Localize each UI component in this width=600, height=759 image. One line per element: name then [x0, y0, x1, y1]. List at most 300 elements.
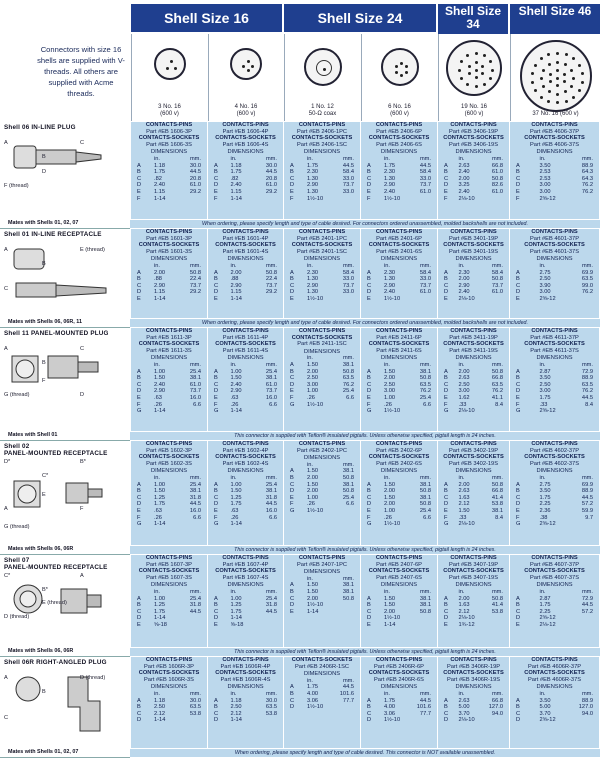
dimension-value [259, 296, 277, 303]
part-number: Part #EB 1606R-4S [220, 676, 271, 683]
dimension-value: 1-14 [384, 621, 396, 628]
dimension-value: E [290, 295, 294, 302]
dimension-value: A [444, 368, 448, 375]
dimension-value [575, 196, 593, 203]
dimension-value: 44.5 [189, 501, 201, 508]
dimensions-heading: DIMENSIONS [303, 256, 341, 263]
units-row [208, 589, 283, 596]
dimension-row [361, 495, 437, 502]
dimension-value: 1.00 [230, 595, 242, 602]
dimension-value: B [214, 169, 218, 176]
contacts-sockets-label: CONTACTS-SOCKETS [443, 242, 504, 249]
dimension-row [510, 482, 599, 489]
dimension-value: C [290, 282, 295, 289]
pin-dot [581, 72, 584, 75]
dimension-row [438, 176, 509, 183]
dimension-value: 3.70 [458, 710, 470, 717]
dimensions-heading: DIMENSIONS [303, 455, 341, 462]
dimension-value: 30.0 [189, 697, 201, 704]
pin-dot [570, 69, 573, 72]
pin-dot [534, 89, 537, 92]
dimension-row [284, 508, 360, 515]
dimension-callout: D [42, 169, 47, 175]
contacts-sockets-label: CONTACTS-SOCKETS [524, 670, 585, 677]
unit-label: mm. [189, 474, 201, 481]
dimension-value: 2.12 [458, 501, 470, 508]
pin-dot [242, 65, 245, 68]
dimension-value: C [367, 608, 372, 615]
dimension-value: 1½-10 [307, 195, 324, 202]
dimension-value: 66.8 [491, 375, 503, 382]
unit-label [367, 263, 377, 270]
unit-label: in. [230, 690, 237, 697]
spec-cell [284, 328, 361, 432]
dimension-row [284, 501, 360, 508]
dimension-callout: F (thread) [4, 183, 29, 189]
dimension-value: F [444, 514, 448, 521]
unit-label: in. [307, 355, 314, 362]
dimension-row [131, 508, 207, 515]
part-number: Part #EB 1601-4P [222, 235, 269, 242]
pin-dot [475, 61, 478, 64]
dimension-value: 38.1 [419, 602, 431, 609]
dimension-value [336, 402, 354, 409]
dimension-value: B [444, 602, 448, 609]
dimension-row [361, 182, 437, 189]
unit-label: in. [458, 361, 465, 368]
dimension-row [208, 698, 283, 705]
unit-label: in. [230, 361, 237, 368]
dimension-value: 66.8 [491, 488, 503, 495]
dimension-value: 33.0 [342, 188, 354, 195]
spec-cell [361, 441, 438, 546]
unit-label: mm. [265, 262, 277, 269]
dimension-value: D [516, 501, 521, 508]
pin-dot [565, 100, 568, 103]
dimension-value: 44.5 [189, 608, 201, 615]
dimension-value: ⅝-18 [154, 621, 167, 628]
dimension-value: E [137, 295, 141, 302]
dimension-value: C [367, 710, 372, 717]
pin-dot [565, 53, 568, 56]
contacts-pins-label: CONTACTS-PINS [298, 229, 346, 235]
contacts-sockets-label: CONTACTS-SOCKETS [443, 341, 504, 348]
dimension-value: 6.6 [346, 394, 354, 401]
insert-label: 4 No. 16 (600 v) [234, 104, 258, 117]
unit-label [516, 589, 526, 596]
dimension-value: B [137, 704, 141, 711]
dimension-value: B [290, 368, 294, 375]
dimension-value: 31.8 [189, 602, 201, 609]
dimension-row [208, 402, 283, 409]
unit-label [137, 362, 147, 369]
unit-label: mm. [342, 355, 354, 362]
unit-label: mm. [419, 262, 431, 269]
dimension-value: 6.6 [269, 401, 277, 408]
dimension-value: 25.4 [342, 494, 354, 501]
dimension-value: 2.75 [539, 481, 551, 488]
dimension-value: 69.9 [581, 481, 593, 488]
dimension-value: D [137, 501, 142, 508]
dimension-value: 1½-10 [384, 521, 401, 528]
pin-dot [166, 67, 169, 70]
unit-label: in. [307, 155, 314, 162]
dimension-value: E [214, 394, 218, 401]
pin-dot [572, 77, 575, 80]
pin-dot [460, 60, 463, 63]
unit-label: in. [539, 690, 546, 697]
contacts-sockets-label: CONTACTS-SOCKETS [215, 454, 276, 461]
dimension-value: 76.2 [491, 388, 503, 395]
insert-face-icon [381, 48, 419, 86]
dimension-value: .63 [230, 507, 239, 514]
dimension-value: C [137, 282, 142, 289]
part-number: Part #EB 1606-3S [146, 141, 192, 148]
shell-size-24-header: Shell Size 24 [284, 4, 436, 32]
part-number: Part #EB 2411-6S [376, 347, 422, 354]
dimension-value: 1.75 [154, 608, 166, 615]
dimension-row [131, 602, 207, 609]
dimension-value: 2⅝-12 [539, 295, 556, 302]
dimension-row [208, 704, 283, 711]
dimension-value: 61.0 [491, 289, 503, 296]
dimension-value: E [367, 295, 371, 302]
unit-label: in. [458, 155, 465, 162]
dimension-value: 3.25 [458, 182, 470, 189]
dimension-value: .26 [384, 401, 392, 408]
unit-label: mm. [342, 155, 354, 162]
dimension-row [208, 501, 283, 508]
part-number: Part #EB 2406R-6S [374, 676, 424, 683]
dimension-callout: B* [80, 459, 86, 465]
dimension-value: 61.0 [265, 182, 277, 189]
dimension-row [131, 182, 207, 189]
dimension-value: 101.6 [339, 690, 354, 697]
dimension-value [183, 622, 201, 629]
dimension-value: 1.75 [307, 162, 319, 169]
dimension-value: C [516, 710, 521, 717]
unit-label [367, 691, 377, 698]
unit-label [290, 263, 300, 270]
dimension-value: 76.2 [342, 381, 354, 388]
dimension-value: 44.5 [265, 501, 277, 508]
dimension-value: 4.00 [384, 704, 396, 711]
dimension-value: 2.63 [458, 488, 470, 495]
dimension-value: A [367, 697, 371, 704]
dimension-value [575, 615, 593, 622]
dimension-value: 1.50 [154, 375, 166, 382]
dimension-row [438, 382, 509, 389]
dimension-callout: B [42, 154, 46, 160]
unit-label [290, 355, 300, 362]
dimension-value: C [444, 710, 449, 717]
dimension-value: D [137, 388, 142, 395]
dimension-value: E [137, 188, 141, 195]
dimension-value: C [367, 175, 372, 182]
dimension-row [361, 615, 437, 622]
dimensions-heading: DIMENSIONS [227, 256, 264, 263]
pin-dot [534, 64, 537, 67]
dimension-value: D [444, 289, 449, 296]
pin-dot [531, 72, 534, 75]
dimension-value: 57.2 [581, 501, 593, 508]
contacts-pins-label: CONTACTS-PINS [450, 555, 497, 561]
spec-cell [284, 555, 361, 648]
dimension-value: 57.2 [581, 608, 593, 615]
dimension-value: E [290, 388, 294, 395]
contacts-pins-label: CONTACTS-PINS [375, 122, 423, 128]
dimension-value: 31.8 [189, 494, 201, 501]
part-number: Part #EB 3411-19P [449, 334, 498, 341]
units-row [208, 156, 283, 163]
dimension-value: 2.25 [539, 501, 551, 508]
dimension-value: 6.6 [423, 401, 431, 408]
dimension-row [284, 402, 360, 409]
dimension-row [438, 622, 509, 629]
dimensions-heading: DIMENSIONS [536, 582, 573, 589]
contacts-pins-label: CONTACTS-PINS [298, 555, 346, 561]
units-row [131, 475, 207, 482]
dimension-value: B [214, 602, 218, 609]
dimension-value: .26 [154, 514, 162, 521]
unit-label [444, 589, 454, 596]
dimension-value: 72.9 [581, 595, 593, 602]
dimensions-heading: DIMENSIONS [536, 149, 573, 156]
pin-dot [556, 69, 559, 72]
units-row [510, 691, 599, 698]
shell-row-label [0, 657, 130, 758]
pin-dot [556, 101, 559, 104]
dimension-row [510, 501, 599, 508]
insert-cell [510, 34, 600, 121]
unit-label: mm. [265, 155, 277, 162]
connector-drawing [6, 342, 121, 424]
dimension-value: E [444, 394, 448, 401]
pin-dot [564, 63, 567, 66]
unit-label: in. [384, 588, 391, 595]
dimension-value: 2.00 [384, 375, 396, 382]
dimension-row [361, 375, 437, 382]
dimension-row [438, 488, 509, 495]
contacts-pins-label: CONTACTS-PINS [531, 122, 578, 128]
dimension-value: 33.0 [342, 276, 354, 283]
dimension-value: 1.50 [230, 375, 242, 382]
contacts-sockets-label: CONTACTS-SOCKETS [524, 341, 585, 348]
dimension-value: 2.50 [539, 276, 551, 283]
dimension-value: 2.00 [230, 269, 242, 276]
dimension-value: 31.8 [265, 602, 277, 609]
dimension-value: B [137, 602, 141, 609]
dimension-row [438, 515, 509, 522]
dimension-value [485, 717, 503, 724]
dimension-row [208, 176, 283, 183]
contacts-pins-label: CONTACTS-PINS [450, 328, 497, 334]
units-row [208, 475, 283, 482]
dimension-value: A [214, 269, 218, 276]
part-number: Part #EB 1606-4S [222, 141, 269, 148]
dimension-value: B [516, 276, 520, 283]
dimension-value: 20.8 [189, 175, 201, 182]
contacts-sockets-label: CONTACTS-SOCKETS [215, 341, 276, 348]
dimension-value: 2⅝-12 [539, 195, 556, 202]
dimension-row [208, 182, 283, 189]
dimension-value: 2.00 [307, 488, 319, 495]
dimension-value: 38.1 [189, 375, 201, 382]
dimension-row [131, 488, 207, 495]
dimension-value: 44.5 [342, 684, 354, 691]
dimension-value: 2.00 [307, 368, 319, 375]
pin-dot [170, 60, 173, 63]
dimension-value: 63.5 [265, 704, 277, 711]
contacts-sockets-label: CONTACTS-SOCKETS [443, 670, 504, 677]
dimension-value: 2.00 [307, 595, 319, 602]
dimension-row [361, 296, 437, 303]
dimension-value: 2.63 [458, 375, 470, 382]
dimension-value: 58.4 [342, 269, 354, 276]
dimension-value: D [214, 388, 219, 395]
part-number: Part #EB 2407-1PC [297, 561, 347, 568]
dimension-value: D [214, 182, 219, 189]
dimension-value: 25.4 [419, 507, 431, 514]
spec-cell [510, 657, 600, 749]
dimension-value: 2.00 [458, 175, 470, 182]
part-number: Part #EB 1601-4S [222, 248, 269, 255]
dimension-value: E [214, 188, 218, 195]
pin-dot [395, 65, 398, 68]
dimension-value: 1.75 [539, 494, 551, 501]
dimension-value: C [290, 375, 295, 382]
shell-row-label [0, 229, 130, 328]
dimension-row [361, 176, 437, 183]
dimension-row [131, 388, 207, 395]
unit-label: mm. [491, 588, 503, 595]
part-number: Part #EB 2407-6P [376, 561, 422, 568]
dimension-value: 61.0 [265, 381, 277, 388]
unit-label: mm. [491, 155, 503, 162]
units-row [208, 362, 283, 369]
dimension-value: 22.4 [265, 276, 277, 283]
dimensions-heading: DIMENSIONS [380, 582, 418, 589]
pin-dot [542, 69, 545, 72]
unit-label [214, 691, 224, 698]
dimension-value: 31.8 [265, 494, 277, 501]
dimension-value: 38.1 [342, 582, 354, 589]
dimension-value: 2.40 [154, 182, 166, 189]
dimension-value: C [516, 608, 521, 615]
unit-label: in. [384, 262, 391, 269]
unit-label: in. [539, 588, 546, 595]
insert-label: 1 No. 12 50-Ω coax [308, 104, 337, 117]
spec-cell [208, 555, 284, 648]
dimension-value: 2.30 [307, 169, 319, 176]
unit-label [214, 263, 224, 270]
dimension-value: 88.9 [581, 488, 593, 495]
contacts-sockets-label: CONTACTS-SOCKETS [291, 242, 353, 249]
dimension-value: B [290, 474, 294, 481]
dimension-value [413, 196, 431, 203]
dimension-value: F [367, 195, 371, 202]
insert-face-icon [520, 40, 592, 112]
dimension-callout: F [42, 378, 46, 384]
dimension-value: 6.6 [269, 514, 277, 521]
unit-label: in. [154, 690, 161, 697]
pin-dot [460, 77, 463, 80]
dimension-value: D [367, 717, 372, 724]
dimension-row [284, 602, 360, 609]
pin-dot [466, 83, 469, 86]
contacts-sockets-label: CONTACTS-SOCKETS [368, 670, 430, 677]
dimension-value [485, 196, 503, 203]
dimension-row [208, 515, 283, 522]
pin-dot [556, 61, 559, 64]
dimension-row [208, 508, 283, 515]
unit-label: mm. [491, 262, 503, 269]
dimension-row [361, 622, 437, 629]
dimension-callout: A [4, 346, 8, 352]
unit-label: in. [458, 690, 465, 697]
dimension-value: 29.2 [265, 188, 277, 195]
dimension-value [413, 296, 431, 303]
dimension-value: 2⅝-12 [539, 521, 556, 528]
pin-dot [489, 77, 492, 80]
unit-label: in. [230, 262, 237, 269]
pin-dot [578, 89, 581, 92]
dimension-value: 16.0 [265, 394, 277, 401]
dimension-value: 38.1 [265, 488, 277, 495]
dimension-value: A [290, 162, 294, 169]
dimension-value: 1.50 [307, 468, 319, 475]
unit-label: mm. [419, 361, 431, 368]
dimension-value: 2.87 [539, 595, 551, 602]
contacts-pins-label: CONTACTS-PINS [145, 122, 193, 128]
dimension-value: 63.5 [419, 381, 431, 388]
dimension-value [413, 521, 431, 528]
dimension-value: A [137, 162, 141, 169]
dimension-value: F [290, 394, 294, 401]
dimension-value: C [290, 697, 295, 704]
dimension-value: 1.75 [539, 394, 551, 401]
contacts-sockets-label: CONTACTS-SOCKETS [138, 135, 200, 142]
dimension-callout: B* [42, 587, 48, 593]
dimension-row [438, 296, 509, 303]
contacts-sockets-label: CONTACTS-SOCKETS [524, 135, 585, 142]
dimensions-heading: DIMENSIONS [227, 149, 264, 156]
dimension-value: 29.2 [189, 289, 201, 296]
dimension-value: 2.90 [307, 282, 319, 289]
dimension-value: 1.00 [307, 494, 319, 501]
dimension-row [438, 169, 509, 176]
dimension-value: B [290, 169, 294, 176]
dimension-value: A [367, 595, 371, 602]
dimension-value: 1-14 [154, 408, 166, 415]
dimension-row [208, 622, 283, 629]
dimension-value: 1½-10 [307, 295, 324, 302]
dimension-value: B [367, 704, 371, 711]
dimension-value: 76.2 [581, 388, 593, 395]
dimension-row [510, 596, 599, 603]
dimension-value: 1.25 [230, 602, 242, 609]
dimension-callout: D (thread) [4, 613, 30, 620]
dimension-callout: F [80, 505, 84, 512]
dimension-row [510, 395, 599, 402]
dimension-row [208, 270, 283, 277]
dimension-value: 25.4 [419, 394, 431, 401]
pin-dot [563, 73, 566, 76]
dimension-value: C [214, 494, 219, 501]
dimension-value: 1.75 [230, 608, 242, 615]
dimension-callout: G (thread) [4, 524, 30, 530]
dimension-value: 59.9 [581, 507, 593, 514]
